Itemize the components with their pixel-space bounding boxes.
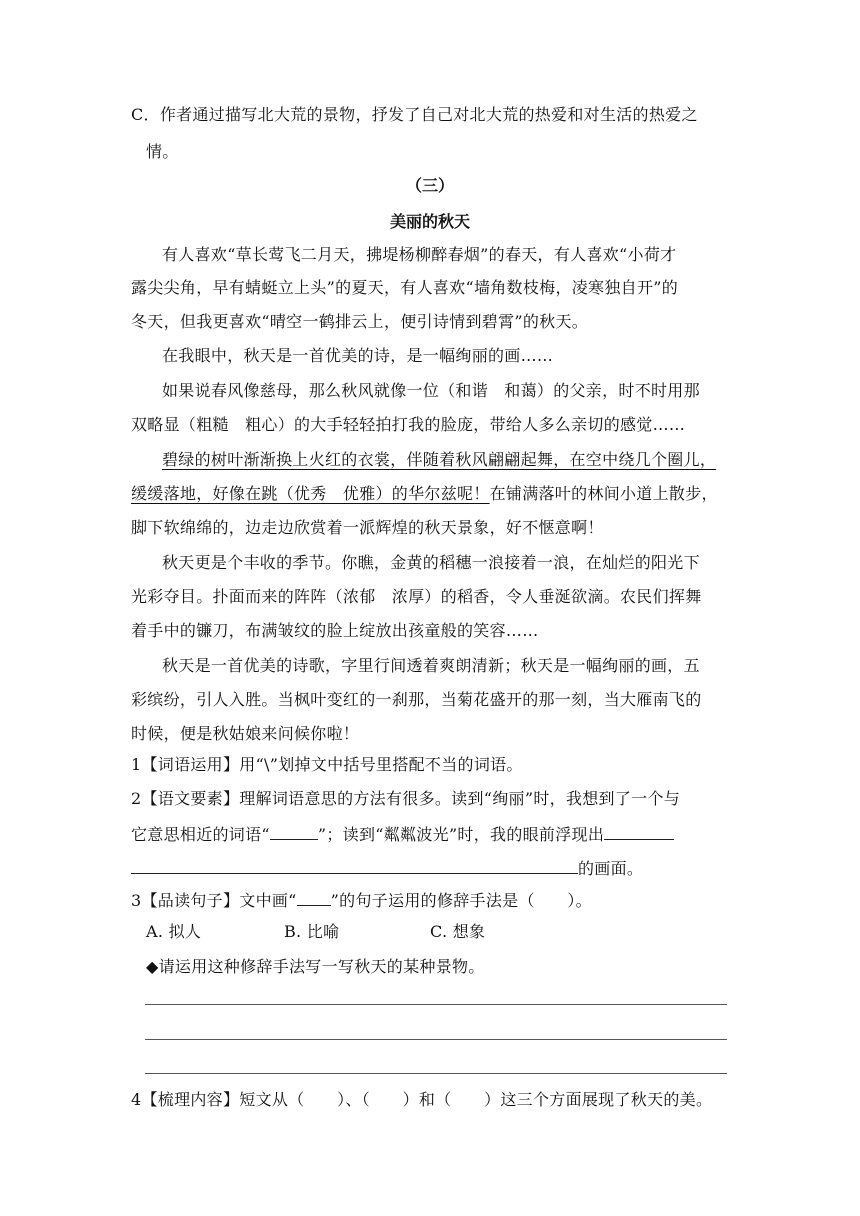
section-number: （三） — [405, 176, 454, 195]
p6-line1: 秋天是一首优美的诗歌，字里行间透着爽朗清新；秋天是一幅绚丽的画，五 — [162, 656, 700, 675]
p1-line2: 露尖尖角，早有蜻蜓立上头”的夏天，有人喜欢“墙角数枝梅，凌寒独自开”的 — [131, 278, 679, 297]
q2-text-c: 的画面。 — [578, 859, 644, 878]
p2-line1: 在我眼中，秋天是一首优美的诗，是一幅绚丽的画…… — [162, 346, 554, 365]
p4-line2-rest: 在铺满落叶的林间小道上散步， — [489, 484, 718, 503]
q3-option-a[interactable]: A. 拟人 — [146, 922, 202, 941]
p1-line1: 有人喜欢“草长莺飞二月天，拂堤杨柳醉春烟”的春天，有人喜欢“小荷才 — [162, 245, 677, 264]
p4-line1-underlined: 碧绿的树叶渐渐换上火红的衣裳，伴随着秋风翩翩起舞，在空中绕几个圈儿， — [162, 450, 717, 469]
p3-line1: 如果说春风像慈母，那么秋风就像一位（和谐 和蔼）的父亲，时不时用那 — [162, 381, 700, 400]
p5-line3: 着手中的镰刀，布满皱纹的脸上绽放出孩童般的笑容…… — [131, 621, 539, 640]
p3-line2: 双略显（粗糙 粗心）的大手轻轻拍打我的脸庞，带给人多么亲切的感觉…… — [131, 415, 686, 434]
q2-text-a: 它意思相近的词语“ — [131, 825, 270, 844]
p4-line2-underlined: 缓缓落地，好像在跳（优秀 优雅）的华尔兹呢！ — [131, 484, 490, 503]
answer-line-2[interactable] — [145, 1039, 727, 1040]
answer-line-3[interactable] — [145, 1073, 727, 1074]
question-2-line1: 2【语文要素】理解词语意思的方法有很多。读到“绚丽”时，我想到了一个与 — [131, 789, 681, 808]
question-2-line3 — [131, 857, 643, 879]
option-c-line2: 情。 — [146, 142, 179, 161]
answer-line-1[interactable] — [145, 1004, 727, 1005]
p5-line1: 秋天更是个丰收的季节。你瞧，金黄的稻穗一浪接着一浪，在灿烂的阳光下 — [162, 553, 700, 572]
q2-scene-blank-start[interactable] — [604, 823, 674, 840]
q3-option-c[interactable]: C. 想象 — [430, 922, 486, 941]
option-c-line1: C．作者通过描写北大荒的景物，抒发了自己对北大荒的热爱和对生活的热爱之 — [131, 105, 698, 124]
p4-line2 — [131, 484, 718, 504]
question-4: 4【梳理内容】短文从（ ）、（ ）和（ ）这三个方面展现了秋天的美。 — [131, 1090, 713, 1109]
q3-option-b[interactable]: B. 比喻 — [284, 922, 340, 941]
q2-text-b: ”；读到“粼粼波光”时，我的眼前浮现出 — [317, 825, 605, 844]
q3-subquestion: ◆请运用这种修辞手法写一写秋天的某种景物。 — [146, 957, 485, 976]
question-2-line2 — [131, 823, 674, 845]
q2-synonym-blank[interactable] — [270, 823, 318, 840]
p1-line3: 冬天，但我更喜欢“晴空一鹤排云上，便引诗情到碧霄”的秋天。 — [131, 312, 589, 331]
q3-underline-mark — [297, 889, 331, 906]
question-3-stem — [131, 889, 592, 911]
q3-text-a: 3【品读句子】文中画“ — [131, 891, 297, 910]
p6-line2: 彩缤纷，引人入胜。当枫叶变红的一刹那，当菊花盛开的那一刻，当大雁南飞的 — [131, 690, 702, 709]
p4-line3: 脚下软绵绵的，边走边欣赏着一派辉煌的秋天景象，好不惬意啊！ — [131, 518, 604, 537]
p6-line3: 时候，便是秋姑娘来问候你啦！ — [131, 724, 360, 743]
question-1: 1【词语运用】用“\”划掉文中括号里搭配不当的词语。 — [131, 755, 523, 774]
q2-scene-blank[interactable] — [131, 857, 578, 874]
p5-line2: 光彩夺目。扑面而来的阵阵（浓郁 浓厚）的稻香，令人垂涎欲滴。农民们挥舞 — [131, 587, 702, 606]
passage-title: 美丽的秋天 — [389, 212, 470, 231]
q3-text-b: ”的句子运用的修辞手法是（ ）。 — [330, 891, 592, 910]
